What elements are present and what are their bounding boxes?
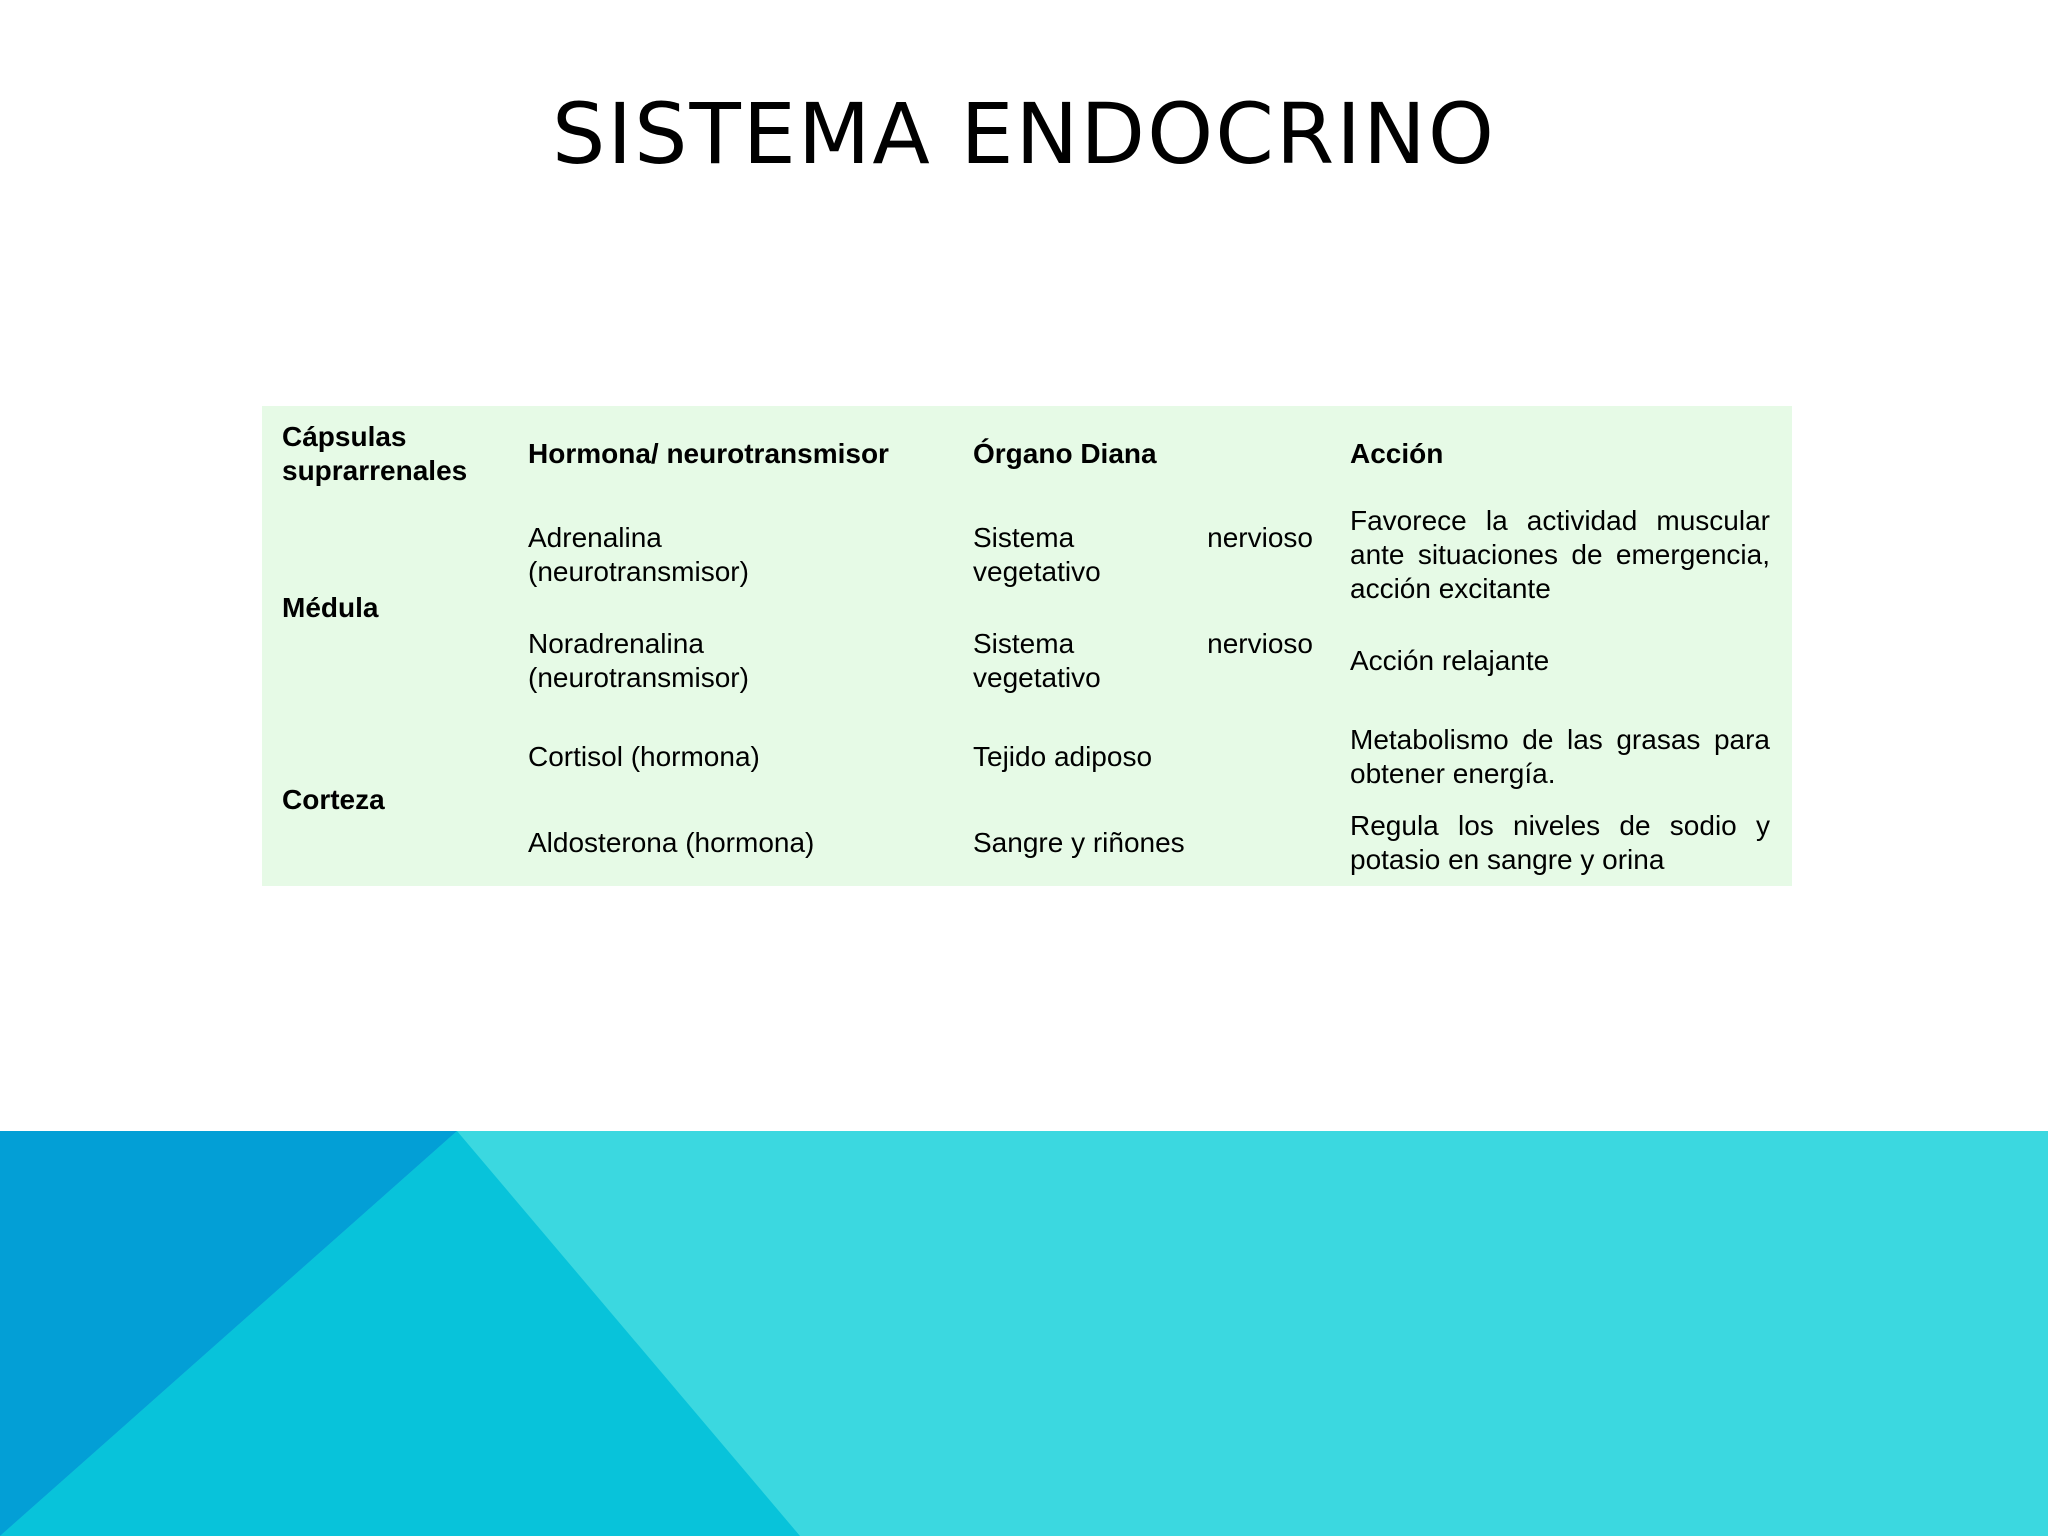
- header-organo: [973, 406, 1313, 502]
- row4-organ: [973, 800, 1313, 886]
- group-corteza: [282, 714, 512, 886]
- row1-organ: [973, 502, 1313, 608]
- row2-action-line1: Acción relajante: [1350, 645, 1550, 676]
- header-hormona-text: Hormona/ neurotransmisor: [528, 438, 889, 469]
- row3-action-line1: Metabolismo de las grasas para: [1350, 724, 1770, 755]
- row1-organ-line1: [973, 521, 1313, 555]
- header-hormona: [528, 406, 948, 502]
- header-capsulas-line2: suprarrenales: [282, 455, 468, 486]
- row2-organ-word2: nervioso: [1207, 628, 1313, 659]
- row2-hormone: [528, 608, 948, 714]
- row1-hormone-line2: (neurotransmisor): [528, 556, 749, 587]
- header-organo-text: Órgano Diana: [973, 438, 1157, 469]
- row1-organ-word1: Sistema: [973, 522, 1075, 553]
- row1-action-line3: acción excitante: [1350, 573, 1551, 604]
- group-medula: [282, 502, 512, 714]
- row2-organ-line1: [973, 627, 1313, 661]
- row4-hormone: [528, 800, 948, 886]
- row2-organ: [973, 608, 1313, 714]
- slide-title: SISTEMA ENDOCRINO: [552, 85, 1496, 183]
- row3-organ-line1: Tejido adiposo: [973, 741, 1153, 772]
- row3-hormone-line1: Cortisol (hormona): [528, 741, 760, 772]
- row1-action: [1350, 502, 1770, 608]
- row1-hormone-line1: Adrenalina: [528, 522, 662, 553]
- row2-hormone-line1: Noradrenalina: [528, 628, 704, 659]
- header-capsulas-line1: Cápsulas: [282, 421, 407, 452]
- row1-organ-line2: vegetativo: [973, 556, 1101, 587]
- row2-organ-line2: vegetativo: [973, 662, 1101, 693]
- row2-action: [1350, 608, 1770, 714]
- header-accion: [1350, 406, 1770, 502]
- row1-action-line2: ante situaciones de emergencia,: [1350, 539, 1770, 570]
- row2-organ-word1: Sistema: [973, 628, 1075, 659]
- row4-action-line2: potasio en sangre y orina: [1350, 844, 1665, 875]
- row2-hormone-line2: (neurotransmisor): [528, 662, 749, 693]
- row3-action-line1-wrap: [1350, 723, 1770, 757]
- row4-action-line1-wrap: [1350, 809, 1770, 843]
- header-accion-text: Acción: [1350, 438, 1444, 469]
- row1-action-line1: Favorece la actividad muscular: [1350, 505, 1770, 536]
- group-corteza-text: Corteza: [282, 784, 385, 815]
- row4-organ-line1: Sangre y riñones: [973, 827, 1185, 858]
- row4-action-line1: Regula los niveles de sodio y: [1350, 810, 1770, 841]
- row3-action-line2: obtener energía.: [1350, 758, 1556, 789]
- bottom-decoration: [0, 1131, 2048, 1536]
- row1-organ-word2: nervioso: [1207, 522, 1313, 553]
- header-capsulas: [282, 406, 512, 502]
- row3-hormone: [528, 714, 948, 800]
- row1-action-line1-wrap: [1350, 504, 1770, 538]
- row4-hormone-line1: Aldosterona (hormona): [528, 827, 815, 858]
- hormone-table: [262, 406, 1792, 886]
- row3-action: [1350, 714, 1770, 800]
- group-medula-text: Médula: [282, 592, 379, 623]
- row4-action: [1350, 800, 1770, 886]
- row1-action-line2-wrap: [1350, 538, 1770, 572]
- row1-hormone: [528, 502, 948, 608]
- row3-organ: [973, 714, 1313, 800]
